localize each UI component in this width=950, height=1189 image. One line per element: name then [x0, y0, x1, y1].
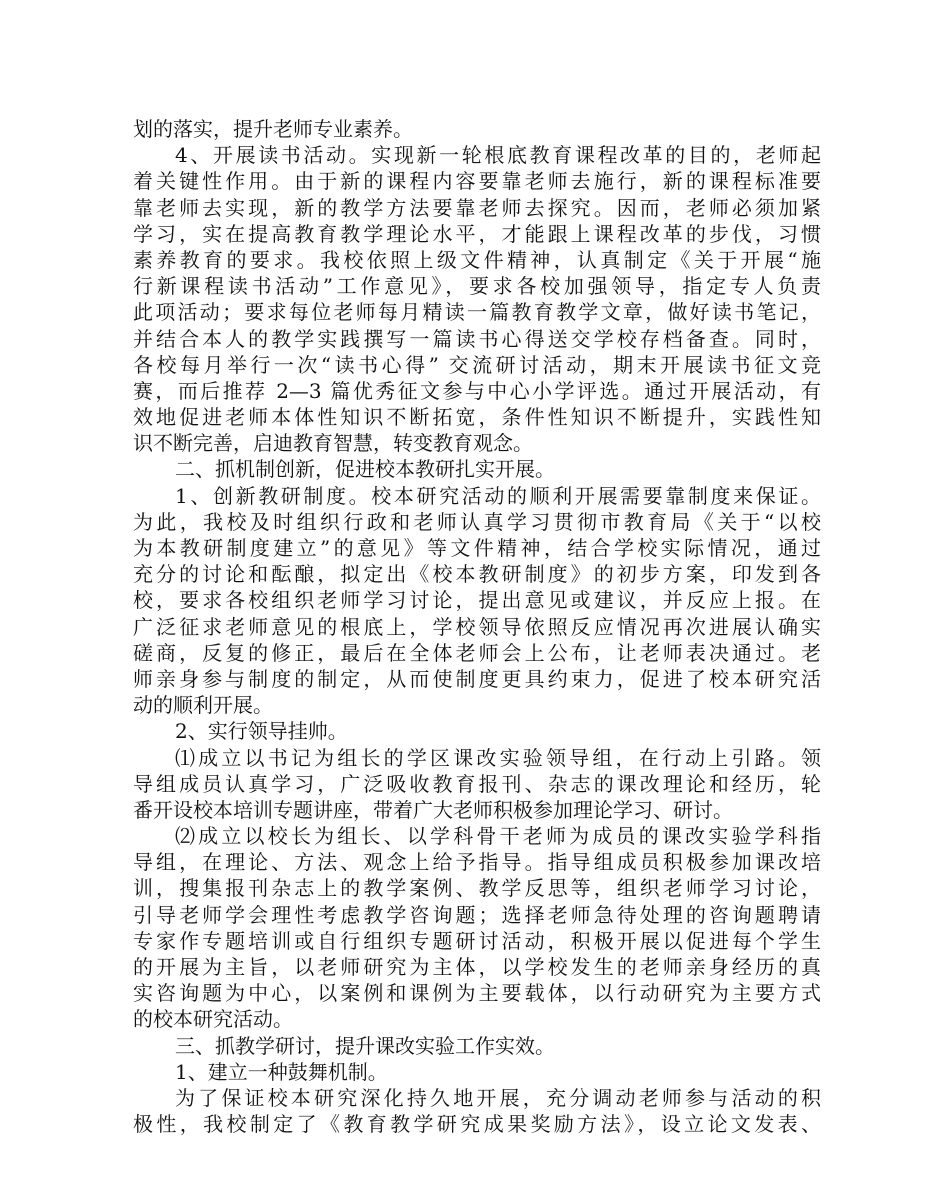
text-line: 动的顺利开展。 — [133, 693, 273, 718]
text-line: 广泛征求老师意见的根底上，学校领导依照反应情况再次进展认确实 — [133, 614, 821, 639]
text-line: 磋商，反复的修正，最后在全体老师会上公布，让老师表决通过。老 — [133, 640, 821, 665]
text-line: 效地促进老师本体性知识不断拓宽，条件性知识不断提升，实践性知 — [133, 405, 821, 430]
text-line: 此项活动；要求每位老师每月精读一篇教育教学文章，做好读书笔记， — [133, 300, 821, 325]
text-line: 二、抓机制创新，促进校本教研扎实开展。 — [175, 457, 555, 482]
text-line: 的校本研究活动。 — [133, 1007, 293, 1032]
text-line: 学习，实在提高教育教学理论水平，才能跟上课程改革的步伐，习惯 — [133, 221, 821, 246]
text-line: 1、创新教研制度。校本研究活动的顺利开展需要靠制度来保证。 — [175, 483, 821, 508]
text-line: 的开展为主旨，以老师研究为主体，以学校发生的老师亲身经历的真 — [133, 955, 821, 979]
text-line: 番开设校本培训专题讲座，带着广大老师积极参加理论学习、研讨。 — [133, 797, 733, 822]
text-line: 识不断完善，启迪教育智慧，转变教育观念。 — [133, 431, 533, 456]
text-line: 实咨询题为中心，以案例和课例为主要载体，以行动研究为主要方式 — [133, 981, 821, 1006]
text-line: 为本教研制度建立”的意见》等文件精神，结合学校实际情况，通过 — [133, 536, 821, 560]
text-line: 导组成员认真学习，广泛吸收教育报刊、杂志的课改理论和经历，轮 — [133, 771, 821, 796]
text-line: 校，要求各校组织老师学习讨论，提出意见或建议，并反应上报。在 — [133, 588, 821, 613]
text-line: 为了保证校本研究深化持久地开展，充分调动老师参与活动的积 — [175, 1085, 821, 1110]
text-line: 三、抓教学研讨，提升课改实验工作实效。 — [175, 1033, 555, 1058]
text-line: 靠老师去实现，新的教学方法要靠老师去探究。因而，老师必须加紧 — [133, 195, 821, 220]
text-line: 2、实行领导挂帅。 — [175, 719, 348, 744]
text-line: 1、建立一种鼓舞机制。 — [175, 1059, 388, 1084]
text-line: ⑴成立以书记为组长的学区课改实验领导组，在行动上引路。领 — [175, 745, 821, 770]
text-line: 导组，在理论、方法、观念上给予指导。指导组成员积极参加课改培 — [133, 850, 821, 875]
text-line: 划的落实，提升老师专业素养。 — [133, 117, 413, 141]
text-line: 赛，而后推荐 2—3 篇优秀征文参与中心小学评选。通过开展活动，有 — [133, 378, 821, 403]
text-line: ⑵成立以校长为组长、以学科骨干老师为成员的课改实验学科指 — [175, 824, 821, 849]
text-line: 行新课程读书活动”工作意见》，要求各校加强领导，指定专人负责 — [133, 274, 821, 299]
text-line: 各校每月举行一次“读书心得” 交流研讨活动，期末开展读书征文竞 — [133, 352, 821, 377]
text-line: 极性，我校制定了《教育教学研究成果奖励方法》，设立论文发表、 — [133, 1112, 821, 1137]
text-line: 充分的讨论和酝酿，拟定出《校本教研制度》的初步方案，印发到各 — [133, 562, 821, 587]
document-page — [133, 116, 821, 1137]
text-line: 4、开展读书活动。实现新一轮根底教育课程改革的目的，老师起 — [175, 143, 821, 168]
text-line: 为此，我校及时组织行政和老师认真学习贯彻市教育局《关于“以校 — [133, 509, 821, 534]
text-line: 训，搜集报刊杂志上的教学案例、教学反思等，组织老师学习讨论， — [133, 876, 821, 901]
text-line: 专家作专题培训或自行组织专题研讨活动，积极开展以促进每个学生 — [133, 928, 821, 953]
text-line: 引导老师学会理性考虑教学咨询题；选择老师急待处理的咨询题聘请 — [133, 902, 821, 927]
text-line: 着关键性作用。由于新的课程内容要靠老师去施行，新的课程标准要 — [133, 169, 821, 194]
text-line: 素养教育的要求。我校依照上级文件精神，认真制定《关于开展“施 — [133, 247, 821, 272]
text-line: 并结合本人的教学实践撰写一篇读书心得送交学校存档备查。同时， — [133, 326, 821, 351]
text-line: 师亲身参与制度的制定，从而使制度更具约束力，促进了校本研究活 — [133, 666, 821, 691]
